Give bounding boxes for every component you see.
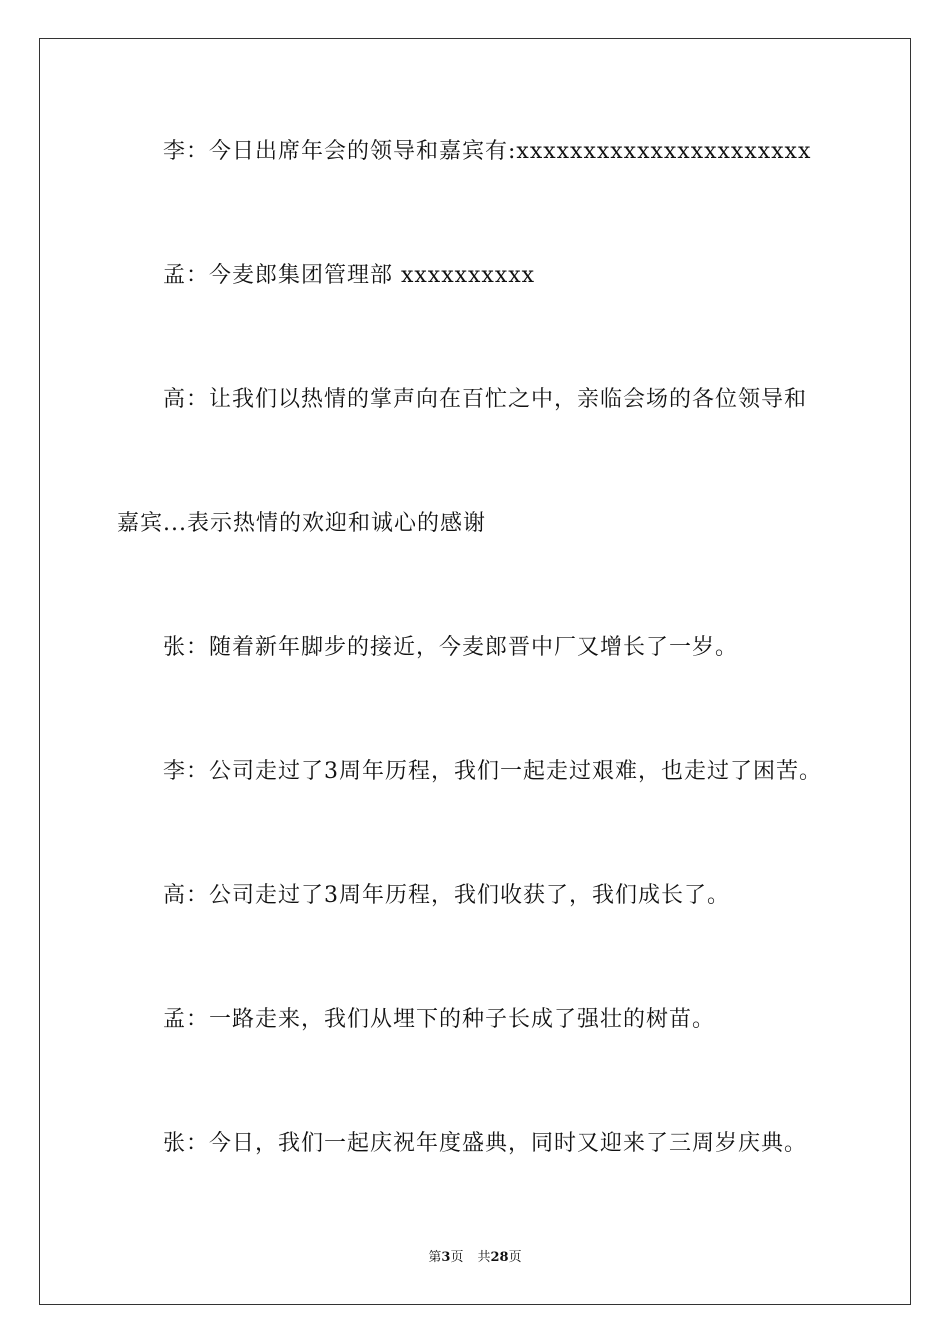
page-footer (0, 1246, 950, 1265)
dialogue-line-gao-2: 高：公司走过了3周年历程，我们收获了，我们成长了。 (163, 883, 730, 908)
footer-total-prefix: 共 (477, 1250, 491, 1265)
dialogue-line-meng-2: 孟：一路走来，我们从埋下的种子长成了强壮的树苗。 (163, 1007, 716, 1032)
footer-total-suffix: 页 (508, 1250, 522, 1265)
dialogue-line-gao-1-continued: 嘉宾...表示热情的欢迎和诚心的感谢 (117, 511, 486, 536)
dialogue-line-li-2: 李：公司走过了3周年历程，我们一起走过艰难，也走过了困苦。 (163, 759, 822, 784)
dialogue-line-meng-1: 孟：今麦郎集团管理部 xxxxxxxxxx (163, 263, 536, 288)
footer-page-suffix: 页 (450, 1250, 464, 1265)
dialogue-line-zhang-1: 张：随着新年脚步的接近，今麦郎晋中厂又增长了一岁。 (163, 635, 739, 660)
footer-page-number: 3 (441, 1250, 451, 1265)
footer-total-pages: 28 (490, 1250, 509, 1265)
dialogue-line-li-1: 李：今日出席年会的领导和嘉宾有:xxxxxxxxxxxxxxxxxxxxxx (163, 139, 812, 164)
page-border (39, 38, 911, 1305)
dialogue-line-gao-1: 高：让我们以热情的掌声向在百忙之中，亲临会场的各位领导和 (163, 387, 808, 412)
dialogue-line-zhang-2: 张：今日，我们一起庆祝年度盛典，同时又迎来了三周岁庆典。 (163, 1131, 808, 1156)
footer-page-prefix: 第 (428, 1250, 442, 1265)
